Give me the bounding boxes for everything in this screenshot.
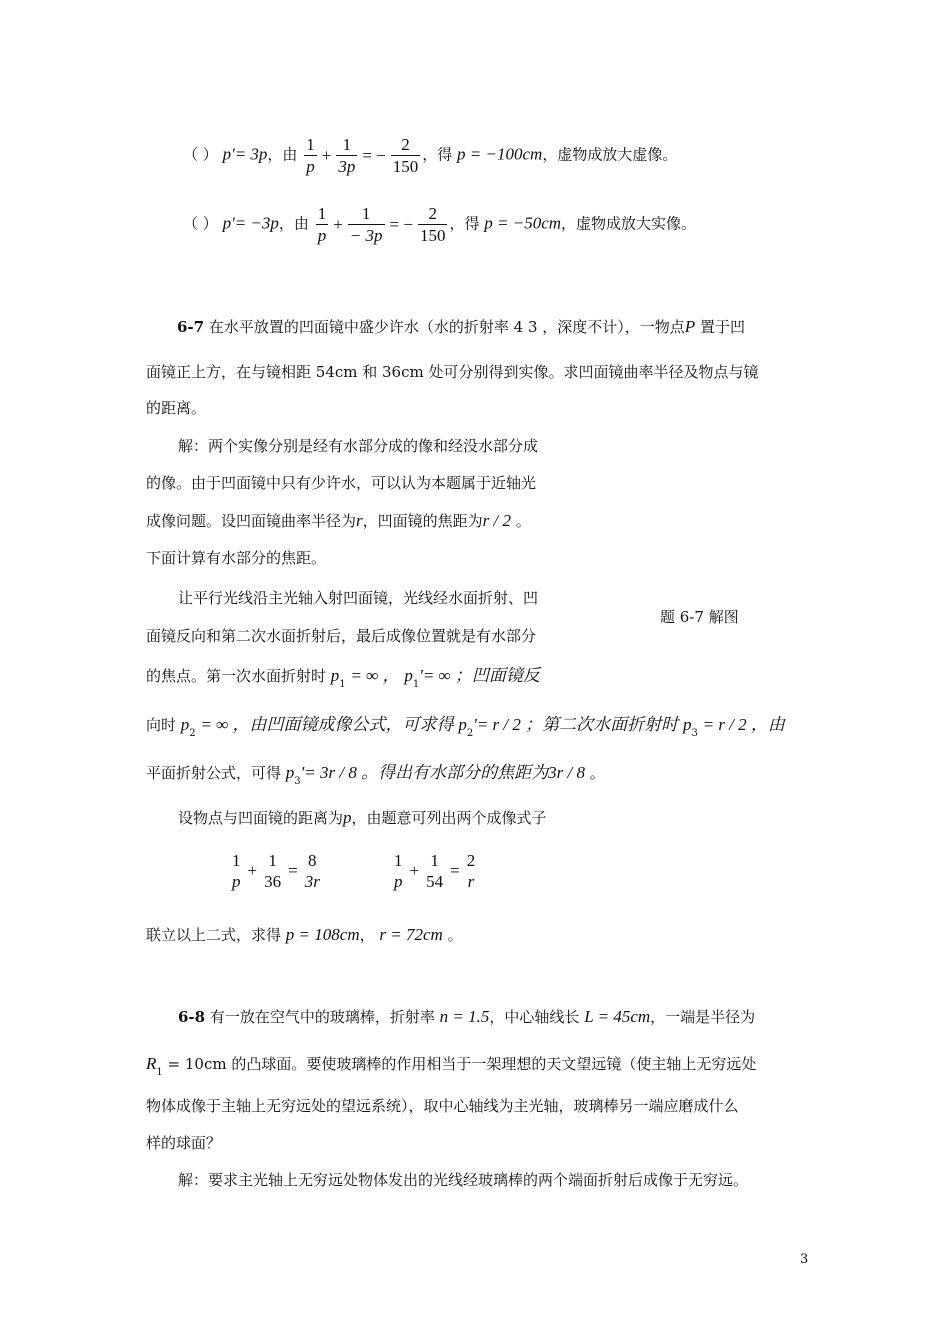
solution-line: 的像。由于凹面镜中只有少许水，可以认为本题属于近轴光 bbox=[146, 474, 537, 492]
math-variable: p bbox=[330, 666, 340, 685]
numerator: 8 bbox=[308, 851, 317, 870]
math-variable: p bbox=[404, 666, 413, 685]
plus-sign: + bbox=[321, 145, 332, 165]
case-b-result: p = −50cm bbox=[484, 213, 562, 233]
problem-6-7-line-1 bbox=[177, 315, 745, 339]
problem-text: 置于凹 bbox=[695, 318, 745, 336]
fraction bbox=[418, 203, 448, 246]
equals-sign: = bbox=[450, 861, 460, 880]
text-by: ，由 bbox=[278, 214, 309, 233]
numerator: 1 bbox=[268, 851, 277, 870]
problem-number: 6-8 bbox=[178, 1008, 206, 1026]
math-expression: r / 2 bbox=[482, 511, 511, 530]
plus-sign: + bbox=[409, 861, 420, 880]
math-variable: r bbox=[356, 511, 363, 530]
case-a-label: （ ） bbox=[183, 145, 218, 164]
fraction bbox=[391, 134, 421, 177]
subscript: 2 bbox=[466, 728, 474, 739]
math-expression: '= ∞ ；凹面镜反 bbox=[419, 666, 540, 685]
fraction bbox=[303, 850, 322, 892]
case-b-line bbox=[183, 203, 696, 246]
problem-text: 在水平放置的凹面镜中盛少许水（水的折射率 4 3 ，深度不计），一物点 bbox=[204, 318, 685, 336]
fraction bbox=[392, 850, 405, 892]
math-variable: P bbox=[684, 317, 696, 336]
text: 的焦点。第一次水面折射时 bbox=[146, 667, 327, 685]
fraction bbox=[304, 134, 317, 177]
solution-line: 面镜反向和第二次水面折射后，最后成像位置就是有水部分 bbox=[146, 627, 537, 645]
math-expression: L = 45cm bbox=[584, 1007, 651, 1026]
fraction bbox=[262, 850, 283, 892]
subscript: 1 bbox=[156, 1067, 163, 1078]
fraction bbox=[465, 850, 478, 892]
problem-6-8-line-2 bbox=[146, 1052, 756, 1085]
solution-line bbox=[178, 806, 547, 830]
numerator: 1 bbox=[317, 204, 327, 223]
text: 设物点与凹面镜的距离为 bbox=[178, 809, 344, 827]
numerator: 1 bbox=[306, 135, 315, 154]
solution-line bbox=[146, 713, 785, 746]
numerator: 1 bbox=[232, 851, 241, 870]
math-variable: p bbox=[285, 763, 295, 782]
math-expression: '= 3r / 8 。得出有水部分的焦距为 bbox=[300, 763, 549, 782]
equals-sign: = bbox=[288, 861, 298, 880]
text: 向时 bbox=[146, 716, 177, 734]
solution-line bbox=[146, 664, 540, 697]
numerator: 2 bbox=[418, 203, 448, 225]
text: 平面折射公式，可得 bbox=[146, 764, 282, 782]
plus-sign: + bbox=[333, 214, 343, 234]
math-variable: p bbox=[682, 715, 692, 734]
math-expression: r = 72cm bbox=[379, 925, 443, 944]
plus-sign: + bbox=[247, 861, 258, 880]
math-expression: p = 108cm bbox=[285, 925, 360, 944]
text: 。 bbox=[584, 764, 605, 782]
subscript: 3 bbox=[294, 776, 301, 787]
math-variable: p bbox=[458, 715, 467, 734]
denominator: 3p bbox=[338, 157, 356, 176]
solution-line bbox=[146, 509, 531, 533]
denominator: 150 bbox=[419, 226, 446, 245]
text: 。 bbox=[511, 512, 531, 530]
equation-2 bbox=[390, 846, 479, 895]
text: 有一放在空气中的玻璃棒，折射率 bbox=[205, 1008, 435, 1026]
denominator: p bbox=[394, 872, 403, 891]
subscript: 2 bbox=[189, 728, 196, 739]
denominator: 54 bbox=[426, 872, 444, 891]
case-b-condition: p'= −3p bbox=[222, 213, 279, 233]
math-variable: p bbox=[343, 808, 352, 827]
case-a-result: p = −100cm bbox=[457, 144, 543, 164]
numerator: 1 bbox=[348, 203, 385, 225]
math-expression: n = 1.5 bbox=[439, 1007, 490, 1026]
solution-line: 解：要求主光轴上无穷远处物体发出的光线经玻璃棒的两个端面折射后成像于无穷远。 bbox=[178, 1171, 749, 1189]
problem-6-7-line-3: 的距离。 bbox=[146, 399, 207, 417]
fraction bbox=[424, 850, 445, 892]
numerator: 2 bbox=[391, 134, 421, 156]
subscript: 1 bbox=[339, 679, 346, 690]
denominator: p bbox=[306, 157, 315, 176]
problem-6-8-line-4: 样的球面？ bbox=[146, 1134, 222, 1152]
problem-6-8-line-1 bbox=[178, 1005, 755, 1029]
subscript: 3 bbox=[691, 728, 698, 739]
equals-sign: = − bbox=[389, 214, 413, 234]
solution-line: 让平行光线沿主光轴入射凹面镜，光线经水面折射、凹 bbox=[178, 589, 539, 607]
fraction bbox=[316, 203, 329, 246]
solution-line bbox=[146, 761, 605, 794]
case-b-label: （ ） bbox=[183, 214, 218, 233]
case-a-conclusion: ，虚物成放大虚像。 bbox=[542, 145, 678, 164]
fraction bbox=[336, 134, 357, 177]
math-variable: R bbox=[146, 1054, 157, 1073]
math-expression: = ∞ ，由凹面镜成像公式，可求得 bbox=[200, 715, 454, 734]
text: ，中心轴线长 bbox=[489, 1008, 580, 1026]
denominator: 36 bbox=[264, 872, 282, 891]
math-expression: = r / 2 ，由 bbox=[702, 715, 785, 734]
denominator: r bbox=[467, 872, 475, 891]
text: = 10cm 的凸球面。要使玻璃棒的作用相当于一架理想的天文望远镜（使主轴上无穷远处 bbox=[167, 1055, 757, 1073]
text: 联立以上二式，求得 bbox=[146, 926, 282, 944]
math-expression: '= r / 2 ；第二次水面折射时 bbox=[473, 715, 679, 734]
page-number: 3 bbox=[800, 1252, 809, 1267]
numerator: 1 bbox=[336, 134, 357, 156]
solution-line: 下面计算有水部分的焦距。 bbox=[146, 549, 327, 567]
math-expression: 3r / 8 bbox=[548, 763, 585, 782]
text: ，由题意可列出两个成像式子 bbox=[351, 809, 547, 827]
numerator: 2 bbox=[466, 851, 476, 870]
denominator: 3r bbox=[304, 872, 320, 891]
text: ，凹面镜的焦距为 bbox=[362, 512, 483, 530]
text-by: ，由 bbox=[267, 145, 298, 164]
text: ，一端是半径为 bbox=[650, 1008, 756, 1026]
equation-1 bbox=[228, 846, 324, 895]
text-get: ，得 bbox=[422, 145, 453, 164]
fraction bbox=[230, 850, 243, 892]
solution-line: 解：两个实像分别是经有水部分成的像和经没水部分成 bbox=[178, 437, 539, 455]
solution-line bbox=[146, 923, 463, 947]
denominator: − 3p bbox=[349, 226, 383, 245]
math-expression: = ∞ ， bbox=[350, 666, 400, 685]
equals-sign: = − bbox=[362, 145, 386, 165]
subscript: 1 bbox=[412, 679, 420, 690]
numerator: 1 bbox=[394, 851, 403, 870]
case-b-conclusion: ，虚物成放大实像。 bbox=[561, 214, 697, 233]
text: 成像问题。设凹面镜曲率半径为 bbox=[146, 512, 357, 530]
problem-6-7-line-2: 面镜正上方，在与镜相距 54cm 和 36cm 处可分别得到实像。求凹面镜曲率半径及物点与镜 bbox=[146, 363, 759, 381]
problem-6-8-line-3: 物体成像于主轴上无穷远处的望远系统），取中心轴线为主光轴，玻璃棒另一端应磨成什么 bbox=[146, 1097, 739, 1115]
fraction bbox=[348, 203, 385, 246]
case-a-line bbox=[183, 134, 677, 177]
denominator: 150 bbox=[392, 157, 419, 176]
numerator: 1 bbox=[430, 851, 439, 870]
problem-number: 6-7 bbox=[177, 318, 205, 336]
figure-caption: 题 6-7 解图 bbox=[660, 608, 739, 626]
denominator: p bbox=[232, 872, 241, 891]
denominator: p bbox=[317, 226, 327, 245]
case-a-condition: p'= 3p bbox=[222, 144, 268, 164]
text: 。 bbox=[442, 926, 463, 944]
text: ， bbox=[359, 926, 375, 944]
text-get: ，得 bbox=[449, 214, 480, 233]
math-variable: p bbox=[180, 715, 190, 734]
